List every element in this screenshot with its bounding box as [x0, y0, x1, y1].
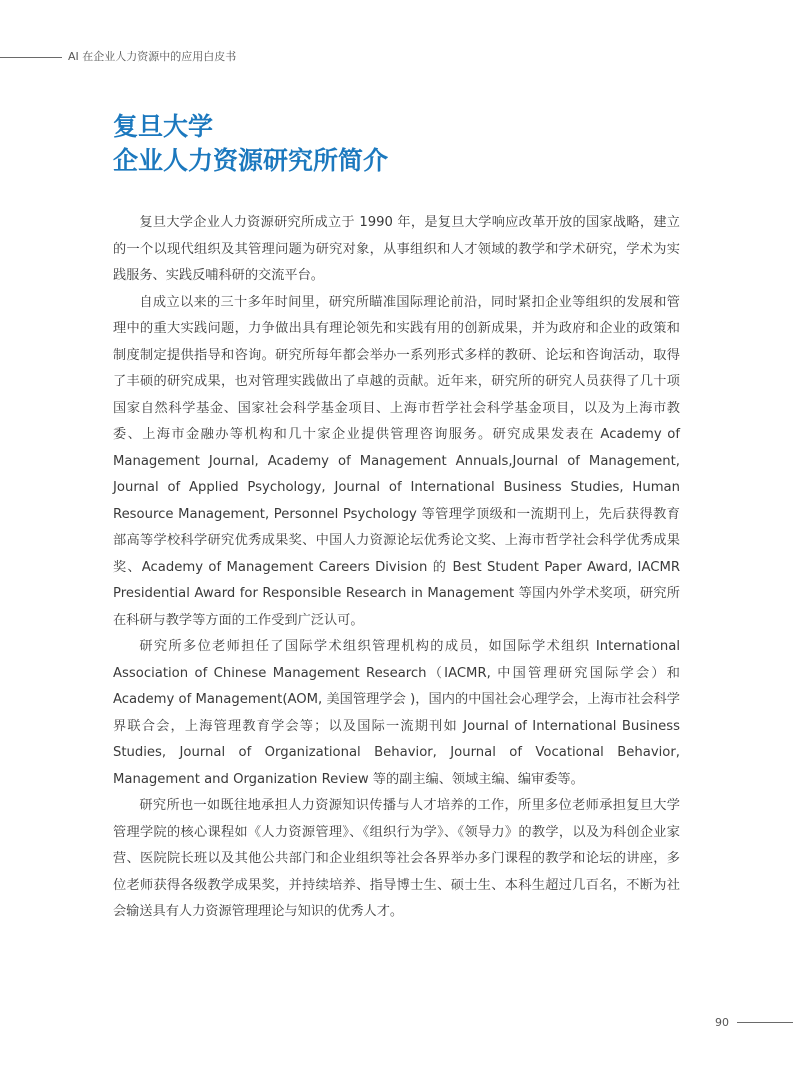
page-number: 90 — [715, 1016, 729, 1029]
paragraph-research: 自成立以来的三十多年时间里，研究所瞄准国际理论前沿，同时紧扣企业等组织的发展和管理中的重大实践问题，力争做出具有理论领先和实践有用的创新成果，并为政府和企业的政策和制度制定提供指导和咨询。研究所每年都会举办一系列形式多样的教研、论坛和咨询活动，取得了丰硕的研究成果，也对管理实践做出了卓越的贡献。近年来，研究所的研究人员获得了几十项国家自然科学基金、国家社会科学基金项目、上海市哲学社会科学基金项目，以及为上海市教委、上海市金融办等机构和几十家企业提供管理咨询服务。研究成果发表在 Academy of Management Journal, Academy of Management Annuals,Journal of Management, Journal of Applied Psychology, Journal of International Business Studies, Human Resource Management, Personnel Psychology 等管理学顶级和一流期刊上，先后获得教育部高等学校科学研究优秀成果奖、中国人力资源论坛优秀论文奖、上海市哲学社会科学优秀成果奖、Academy of Management Careers Division 的 Best Student Paper Award, IACMR Presidential Award for Responsible Research in Management 等国内外学术奖项，研究所在科研与教学等方面的工作受到广泛认可。 — [113, 294, 680, 628]
paragraph-intro: 复旦大学企业人力资源研究所成立于 1990 年，是复旦大学响应改革开放的国家战略，建立的一个以现代组织及其管理问题为研究对象，从事组织和人才领域的教学和学术研究，学术为实践服务、实践反哺科研的交流平台。 — [113, 215, 680, 283]
header-rule — [0, 57, 62, 58]
title-line-2: 企业人力资源研究所简介 — [113, 146, 389, 175]
footer-rule — [737, 1022, 793, 1023]
body-text — [113, 210, 680, 926]
paragraph-academic-roles: 研究所多位老师担任了国际学术组织管理机构的成员，如国际学术组织 International Association of Chinese Management Research（IACMR, 中国管理研究国际学会）和 Academy of Management(AOM, 美国管理学会 )，国内的中国社会心理学会，上海市社会科学界联合会，上海管理教育学会等；以及国际一流期刊如 Journal of International Business Studies, Journal of Organizational Behavior, Journal of Vocational Behavior, Management and Organization Review 等的副主编、领域主编、编审委等。 — [113, 639, 680, 787]
paragraph-teaching: 研究所也一如既往地承担人力资源知识传播与人才培养的工作，所里多位老师承担复旦大学管理学院的核心课程如《人力资源管理》、《组织行为学》、《领导力》的教学，以及为科创企业家营、医院院长班以及其他公共部门和企业组织等社会各界举办多门课程的教学和论坛的讲座，多位老师获得各级教学成果奖，并持续培养、指导博士生、硕士生、本科生超过几百名，不断为社会输送具有人力资源管理理论与知识的优秀人才。 — [113, 798, 680, 919]
title-line-1: 复旦大学 — [113, 112, 214, 141]
page-title — [113, 110, 388, 178]
running-header: AI 在企业人力资源中的应用白皮书 — [68, 50, 237, 63]
